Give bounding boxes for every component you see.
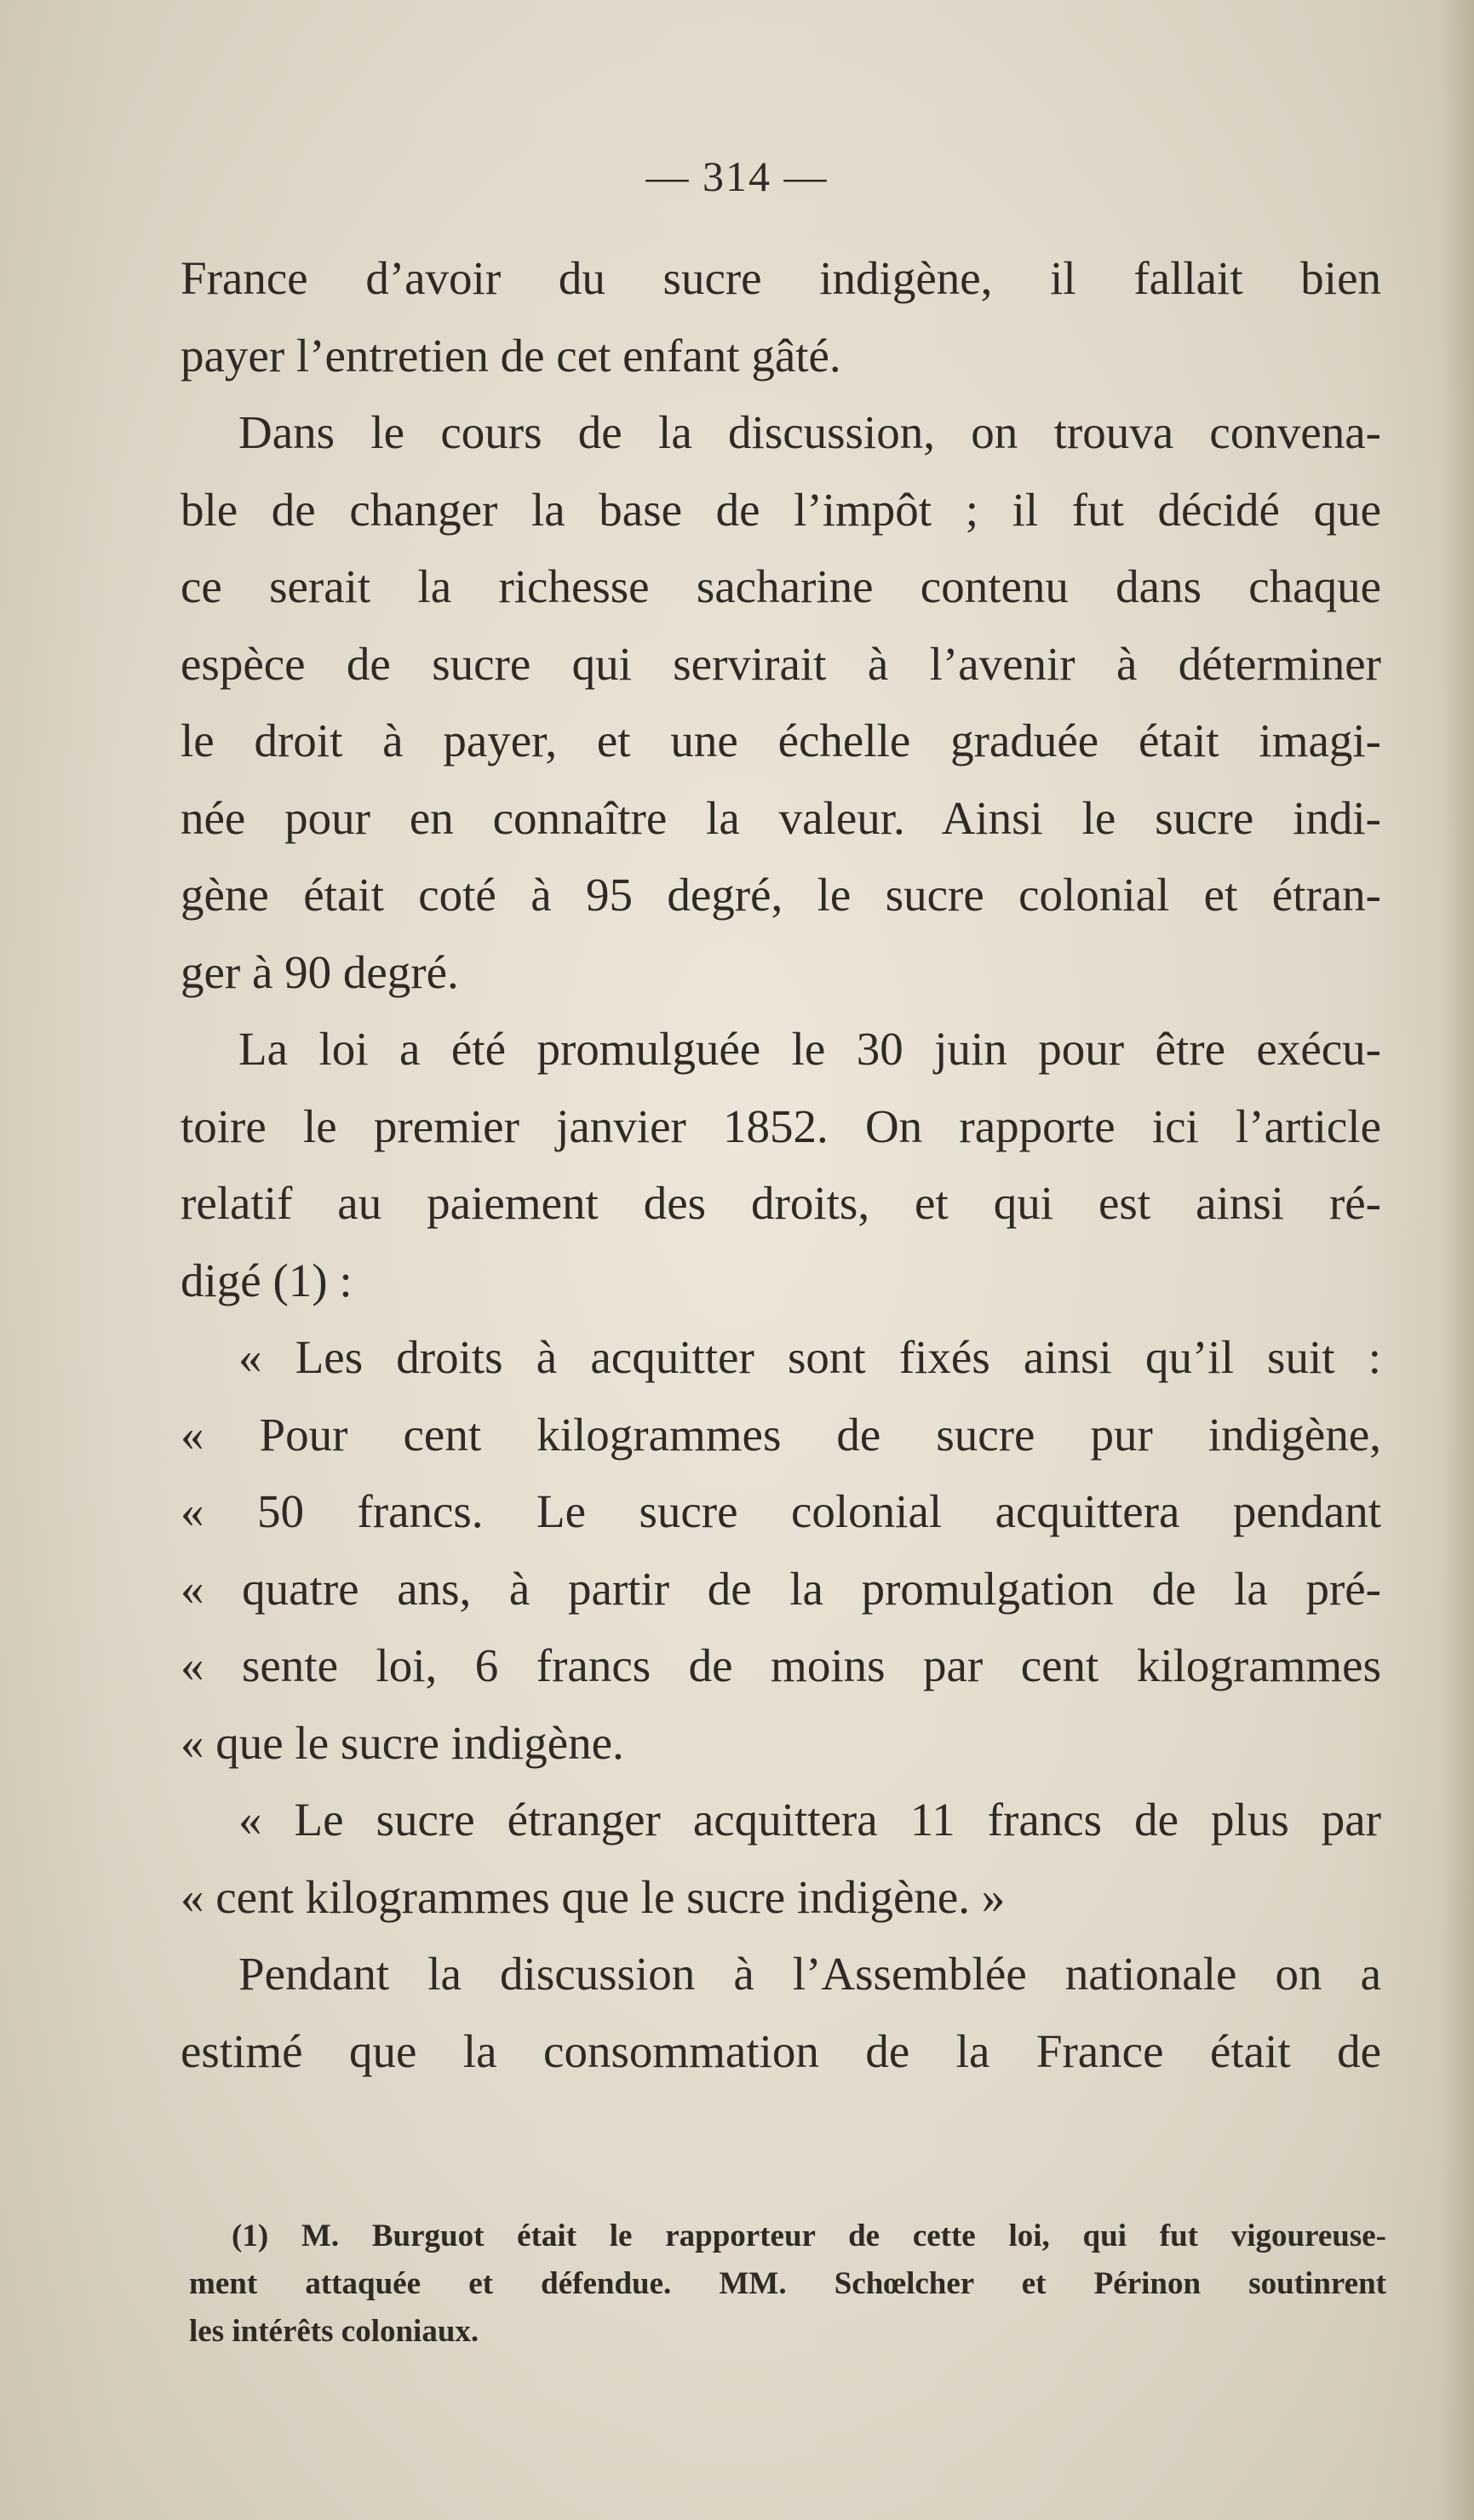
text-line-6: espèce de sucre qui servirait à l’avenir à déterminer <box>181 637 1381 690</box>
text-line-4: ble de changer la base de l’impôt ; il fut décidé que <box>181 483 1381 536</box>
text-line-24: estimé que la consommation de la France était de <box>181 2024 1381 2077</box>
text-line-13: relatif au paiement des droits, et qui est ainsi ré- <box>181 1177 1381 1229</box>
text-line-16: « Pour cent kilogrammes de sucre pur indigène, <box>181 1408 1381 1461</box>
text-line-10: ger à 90 degré. <box>181 945 459 998</box>
footnote <box>189 2213 1386 2356</box>
text-line-14: digé (1) : <box>181 1254 353 1306</box>
text-line-19: « sente loi, 6 francs de moins par cent kilogrammes <box>181 1639 1381 1691</box>
body-text <box>181 240 1381 2090</box>
text-line-20: « que le sucre indigène. <box>181 1716 624 1769</box>
text-line-12: toire le premier janvier 1852. On rapporte ici l’article <box>181 1099 1381 1152</box>
footnote-line-2: ment attaquée et défendue. MM. Schœlcher et Périnon soutinrent <box>189 2266 1386 2301</box>
page-number-header: — 314 — <box>645 152 829 200</box>
text-line-1: France d’avoir du sucre indigène, il fallait bien <box>181 252 1381 304</box>
text-line-15: « Les droits à acquitter sont fixés ainsi qu’il suit : <box>238 1331 1381 1383</box>
text-line-9: gène était coté à 95 degré, le sucre colonial et étran- <box>181 869 1381 921</box>
text-line-21: « Le sucre étranger acquittera 11 francs de plus par <box>238 1794 1381 1846</box>
text-line-5: ce serait la richesse sacharine contenu dans chaque <box>181 560 1381 612</box>
footnote-line-3: les intérêts coloniaux. <box>189 2314 479 2349</box>
footnote-line-1: (1) M. Burguot était le rapporteur de cette loi, qui fut vigoureuse- <box>232 2219 1386 2253</box>
text-line-7: le droit à payer, et une échelle graduée était imagi- <box>181 715 1381 766</box>
text-line-23: Pendant la discussion à l’Assemblée nationale on a <box>238 1948 1381 2000</box>
text-line-2: payer l’entretien de cet enfant gâté. <box>181 329 841 382</box>
text-line-22: « cent kilogrammes que le sucre indigène. » <box>181 1870 1006 1923</box>
text-line-18: « quatre ans, à partir de la promulgation de la pré- <box>181 1562 1381 1615</box>
text-line-17: « 50 francs. Le sucre colonial acquittera pendant <box>181 1485 1381 1537</box>
text-line-8: née pour en connaître la valeur. Ainsi le sucre indi- <box>181 791 1381 844</box>
text-line-3: Dans le cours de la discussion, on trouva convena- <box>238 406 1381 458</box>
text-line-11: La loi a été promulguée le 30 juin pour être exécu- <box>238 1023 1381 1075</box>
page-edge-shadow <box>1440 0 1474 2520</box>
